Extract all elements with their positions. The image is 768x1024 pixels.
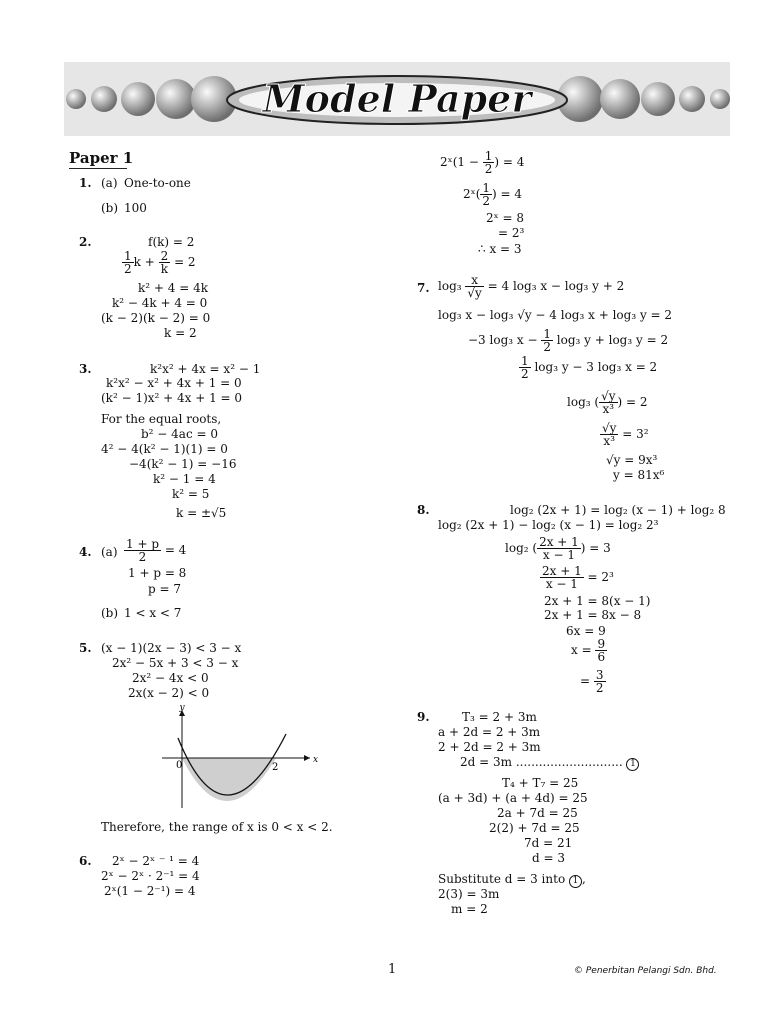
page-number: 1 [388,962,397,977]
q2-line: f(k) = 2 [148,235,195,249]
q9-line: (a + 3d) + (a + 4d) = 25 [438,791,588,805]
q5-line: 2x² − 4x < 0 [132,671,209,685]
q7-line: log₃ x − log₃ √y − 4 log₃ x + log₃ y = 2 [438,308,673,322]
q6-line: ∴ x = 3 [478,242,522,256]
q1-b-label: (b) [101,201,119,215]
q9-line: m = 2 [451,902,488,916]
q6-line: 2ˣ − 2ˣ ⁻ ¹ = 4 [112,854,200,868]
q7-line: √y = 9x³ [606,453,658,467]
q4-a-label: (a) [101,545,118,559]
q4-b-label: (b) [101,606,119,620]
q8-number: 8. [417,503,430,517]
q4-number: 4. [79,545,92,559]
q3-number: 3. [79,362,92,376]
q9-line: 2 + 2d = 2 + 3m [438,740,541,754]
q2-number: 2. [79,235,92,249]
q6-line: = 2³ [498,226,525,240]
q3-line: For the equal roots, [101,412,222,426]
root-label: 2 [272,762,279,773]
q9-line: Substitute d = 3 into 1 , [438,872,586,886]
title-text: Model Paper [262,76,532,121]
q5-line: 2x² − 5x + 3 < 3 − x [112,656,239,670]
q2-line: (k − 2)(k − 2) = 0 [101,311,211,325]
q9-line: 2(2) + 7d = 25 [489,821,580,835]
q3-line: (k² − 1)x² + 4x + 1 = 0 [101,391,243,405]
q3-line: k² − 1 = 4 [153,472,216,486]
q4-line: $\frac{1 + p}{2}$ = 4 [126,537,187,564]
q9-number: 9. [417,710,430,724]
heading-underline [69,168,127,169]
q6-line: 2ˣ(1 − 2⁻¹) = 4 [104,884,196,898]
q9-line: 2d = 3m ............................ 1 [460,755,639,771]
q8-line: 2x + 1 = 8(x − 1) [544,594,651,608]
q2-line: k² + 4 = 4k [138,281,208,295]
q2-line: $\frac{1}{2}$ k + $\frac{2}{k}$ = 2 [124,249,196,276]
q9-line: T₃ = 2 + 3m [462,710,537,724]
q6-line: 2ˣ(1 − $\frac{1}{2}$ ) = 4 [440,149,525,176]
q3-line: k² = 5 [172,487,210,501]
q9-line: a + 2d = 2 + 3m [438,725,541,739]
q8-line: 2x + 1 = 8x − 8 [544,608,642,622]
q1-number: 1. [79,176,92,190]
q2-line: k² − 4k + 4 = 0 [112,296,208,310]
q8-line: $\frac{2x + 1}{x - 1}$ = 2³ [542,564,614,591]
q7-line: −3 log₃ x − $\frac{1}{2}$ log₃ y + log₃ y = 2 [468,327,669,354]
q2-line: k = 2 [164,326,197,340]
x-axis-arrow [304,755,310,761]
title-banner [64,62,730,136]
q5-conclusion: Therefore, the range of x is 0 < x < 2. [101,820,333,834]
q5-line: (x − 1)(2x − 3) < 3 − x [101,641,242,655]
q8-line: log₂ (2x + 1) − log₂ (x − 1) = log₂ 2³ [438,518,659,532]
q7-number: 7. [417,281,430,295]
q6-line: 2ˣ = 8 [486,211,525,225]
q5-number: 5. [79,641,92,655]
q3-line: k = ±√5 [176,506,227,520]
x-axis-label: x [313,755,318,765]
equation-marker: 1 [569,875,582,888]
q8-line: log₂ (2x + 1) = log₂ (x − 1) + log₂ 8 [510,503,726,517]
q8-line: log₂ ( $\frac{2x + 1}{x - 1}$ ) = 3 [505,535,611,562]
q7-line: $\frac{√y}{\text{x³}}$ = 3² [602,421,649,448]
q1-b-answer: 100 [124,201,147,215]
q3-line: k²x² + 4x = x² − 1 [150,362,261,376]
q9-line: d = 3 [532,851,565,865]
q6-line: 2ˣ − 2ˣ · 2⁻¹ = 4 [101,869,200,883]
q3-line: k²x² − x² + 4x + 1 = 0 [106,376,242,390]
q7-line: log₃ $\frac{x}{√y}$ = 4 log₃ x − log₃ y + 2 [438,273,625,300]
y-axis-label: y [179,704,185,713]
q8-line: x = $\frac{9}{6}$ [571,637,606,664]
q9-line: 7d = 21 [524,836,573,850]
q4-b-answer: 1 < x < 7 [124,606,182,620]
origin-label: 0 [176,760,183,771]
q9-line: 2a + 7d = 25 [497,806,578,820]
q5-line: 2x(x − 2) < 0 [128,686,210,700]
q3-line: 4² − 4(k² − 1)(1) = 0 [101,442,228,456]
parabola-graph [158,704,318,814]
q6-number: 6. [79,854,92,868]
section-heading: Paper 1 [69,149,134,167]
copyright: © Penerbitan Pelangi Sdn. Bhd. [574,966,717,976]
q1-a-label: (a) [101,176,118,190]
q8-line: = $\frac{3}{2}$ [580,668,604,695]
q7-line: log₃ ( $\frac{√y}{\text{x³}}$ ) = 2 [567,389,648,416]
q7-line: $\frac{1}{2}$ log₃ y − 3 log₃ x = 2 [521,354,658,381]
q6-line: 2ˣ( $\frac{1}{2}$ ) = 4 [463,181,523,208]
q4-line: 1 + p = 8 [128,566,187,580]
q1-a-answer: One-to-one [124,176,191,190]
q3-line: b² − 4ac = 0 [141,427,219,441]
q8-line: 6x = 9 [566,624,606,638]
q3-line: −4(k² − 1) = −16 [129,457,237,471]
q9-line: T₄ + T₇ = 25 [502,776,579,790]
q7-line: y = 81x⁶ [613,468,665,482]
q4-line: p = 7 [148,582,181,596]
equation-marker: 1 [626,758,639,771]
q9-line: 2(3) = 3m [438,887,500,901]
